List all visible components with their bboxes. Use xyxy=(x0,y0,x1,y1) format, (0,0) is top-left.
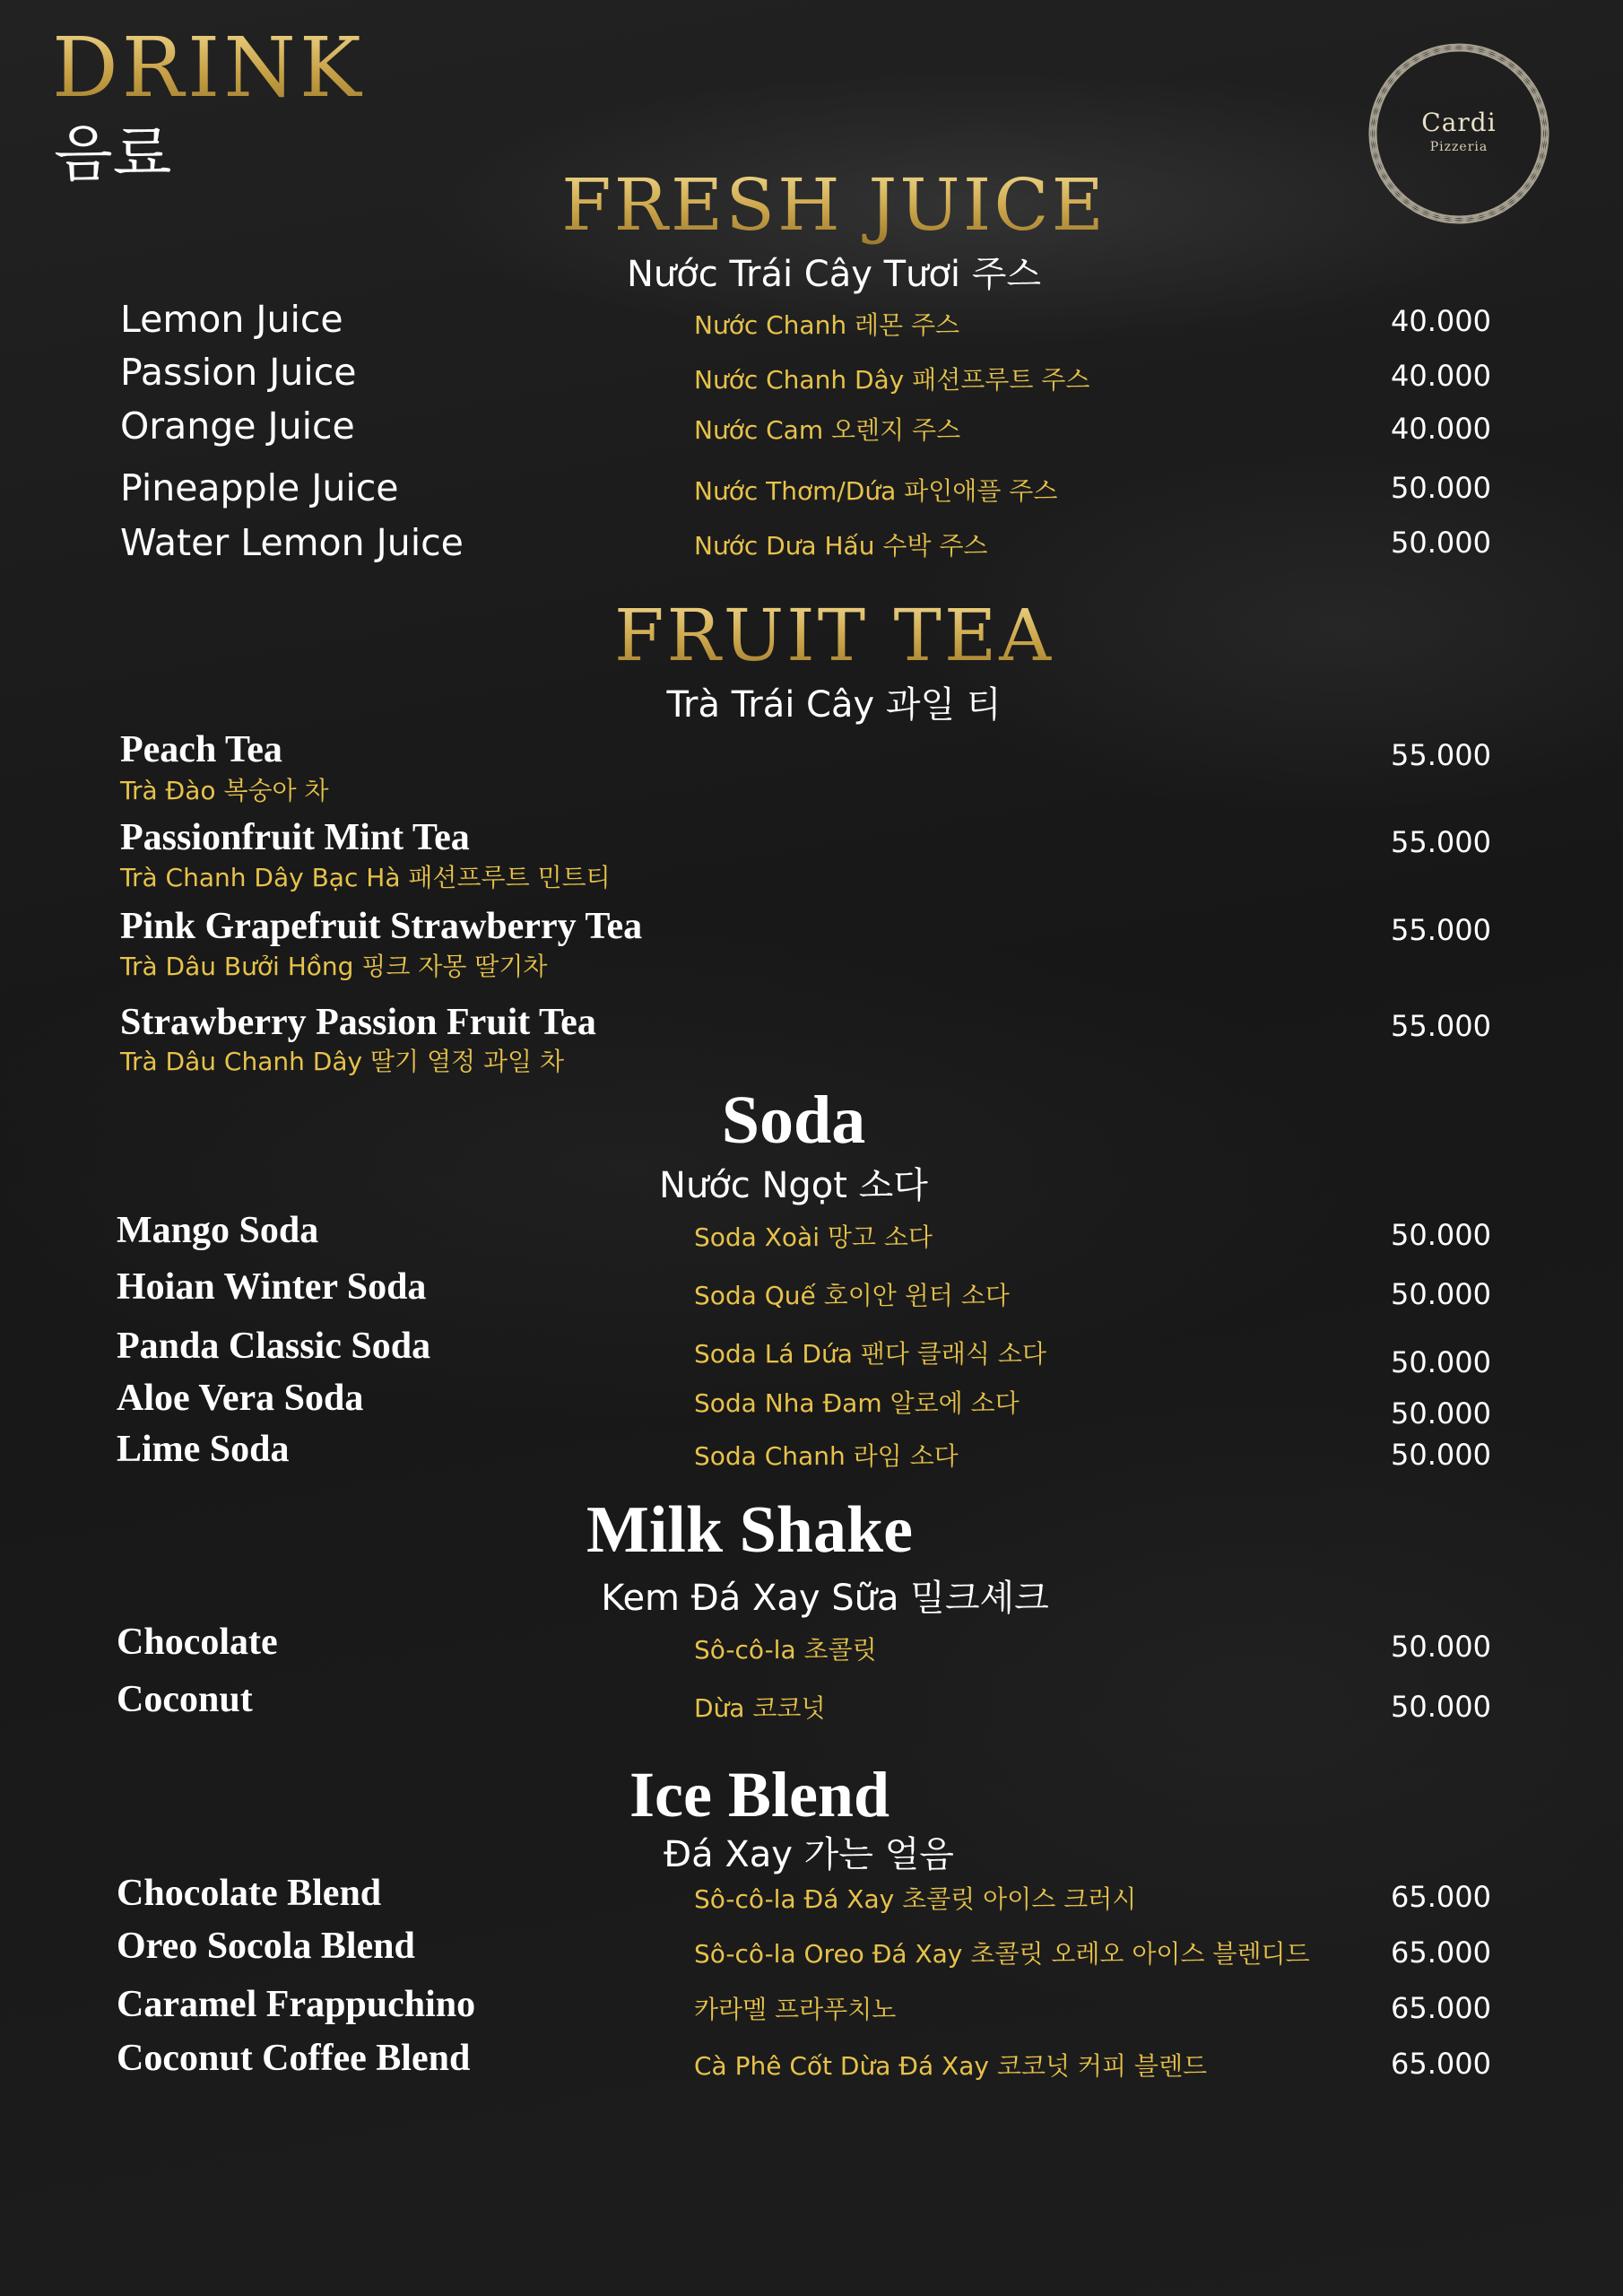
page-subtitle: 음료 xyxy=(54,119,172,190)
menu-item-translation: 카라멜 프라푸치노 xyxy=(694,1995,897,2024)
menu-item-translation: Trà Dâu Bưởi Hồng 핑크 자몽 딸기차 xyxy=(120,952,548,981)
menu-item-translation: Soda Lá Dứa 팬다 클래식 소다 xyxy=(694,1339,1046,1369)
menu-item-price: 65.000 xyxy=(1391,1991,1491,2025)
menu-item-price: 50.000 xyxy=(1391,1396,1491,1431)
logo-name: Cardi xyxy=(1421,108,1497,137)
menu-item-price: 40.000 xyxy=(1391,304,1491,338)
menu-item-translation: Soda Nha Đam 알로에 소다 xyxy=(694,1388,1020,1418)
menu-item-translation: Soda Quế 호이안 윈터 소다 xyxy=(694,1281,1010,1310)
menu-item-price: 50.000 xyxy=(1391,471,1491,505)
menu-item-price: 50.000 xyxy=(1391,526,1491,560)
menu-item-price: 55.000 xyxy=(1391,738,1491,772)
menu-item-price: 50.000 xyxy=(1391,1277,1491,1311)
menu-item-price: 65.000 xyxy=(1391,1935,1491,1970)
menu-item-name: Chocolate xyxy=(117,1622,278,1663)
section-subtitle-soda: Nước Ngọt 소다 xyxy=(659,1165,928,1206)
menu-item-name: Peach Tea xyxy=(120,729,282,770)
menu-item-translation: Sô-cô-la Đá Xay 초콜릿 아이스 크러시 xyxy=(694,1884,1137,1914)
menu-item-name: Oreo Socola Blend xyxy=(117,1926,415,1967)
menu-item-name: Caramel Frappuchino xyxy=(117,1984,476,2025)
menu-item-name: Lemon Juice xyxy=(120,298,343,341)
menu-item-name: Pineapple Juice xyxy=(120,466,399,509)
section-title-soda: Soda xyxy=(721,1083,866,1158)
menu-item-translation: Sô-cô-la 초콜릿 xyxy=(694,1635,877,1665)
menu-item-price: 55.000 xyxy=(1391,913,1491,947)
menu-item-name: Passion Juice xyxy=(120,351,357,394)
menu-item-translation: Dừa 코코넛 xyxy=(694,1693,826,1723)
menu-item-price: 40.000 xyxy=(1391,412,1491,446)
menu-item-translation: Nước Dưa Hấu 수박 주스 xyxy=(694,531,988,561)
menu-item-price: 50.000 xyxy=(1391,1630,1491,1664)
menu-item-name: Pink Grapefruit Strawberry Tea xyxy=(120,906,643,947)
menu-item-translation: Trà Chanh Dây Bạc Hà 패션프루트 민트티 xyxy=(120,863,611,892)
menu-item-price: 55.000 xyxy=(1391,1009,1491,1043)
menu-item-price: 50.000 xyxy=(1391,1690,1491,1724)
restaurant-logo xyxy=(1365,39,1553,228)
menu-item-translation: Sô-cô-la Oreo Đá Xay 초콜릿 오레오 아이스 블렌디드 xyxy=(694,1939,1310,1969)
menu-item-name: Coconut xyxy=(117,1679,253,1720)
section-title-milk-shake: Milk Shake xyxy=(586,1493,913,1567)
logo-subtitle: Pizzeria xyxy=(1429,140,1488,154)
menu-item-translation: Nước Thơm/Dứa 파인애플 주스 xyxy=(694,476,1058,506)
menu-item-translation: Nước Chanh Dây 패션프루트 주스 xyxy=(694,365,1090,395)
menu-item-translation: Cà Phê Cốt Dừa Đá Xay 코코넛 커피 블렌드 xyxy=(694,2051,1208,2081)
section-subtitle-milk-shake: Kem Đá Xay Sữa 밀크셰크 xyxy=(601,1578,1049,1619)
menu-item-name: Aloe Vera Soda xyxy=(117,1378,364,1419)
section-subtitle-ice-blend: Đá Xay 가는 얼음 xyxy=(664,1834,954,1875)
section-subtitle-fresh-juice: Nước Trái Cây Tươi 주스 xyxy=(627,254,1041,295)
menu-item-name: Mango Soda xyxy=(117,1210,319,1251)
menu-item-translation: Soda Chanh 라임 소다 xyxy=(694,1441,959,1471)
section-title-fruit-tea: FRUIT TEA xyxy=(363,594,1305,677)
menu-item-name: Lime Soda xyxy=(117,1429,290,1470)
menu-item-price: 50.000 xyxy=(1391,1218,1491,1252)
menu-item-name: Strawberry Passion Fruit Tea xyxy=(120,1002,596,1043)
menu-item-price: 65.000 xyxy=(1391,1880,1491,1914)
menu-item-name: Passionfruit Mint Tea xyxy=(120,817,470,858)
menu-item-price: 50.000 xyxy=(1391,1438,1491,1472)
menu-item-name: Hoian Winter Soda xyxy=(117,1266,427,1308)
section-title-fresh-juice: FRESH JUICE xyxy=(363,163,1305,247)
menu-item-price: 40.000 xyxy=(1391,359,1491,393)
section-title-ice-blend: Ice Blend xyxy=(629,1759,890,1831)
menu-item-price: 50.000 xyxy=(1391,1345,1491,1379)
menu-item-name: Coconut Coffee Blend xyxy=(117,2038,471,2079)
menu-item-translation: Soda Xoài 망고 소다 xyxy=(694,1222,933,1252)
menu-item-price: 55.000 xyxy=(1391,825,1491,859)
menu-item-translation: Nước Chanh 레몬 주스 xyxy=(694,310,960,340)
page-title: DRINK xyxy=(52,20,365,116)
menu-item-price: 65.000 xyxy=(1391,2047,1491,2081)
menu-item-name: Water Lemon Juice xyxy=(120,521,464,564)
menu-item-translation: Trà Đào 복숭아 차 xyxy=(120,776,329,805)
menu-item-name: Chocolate Blend xyxy=(117,1873,382,1914)
section-subtitle-fruit-tea: Trà Trái Cây 과일 티 xyxy=(666,684,1002,726)
menu-item-translation: Nước Cam 오렌지 주스 xyxy=(694,415,961,445)
menu-item-name: Panda Classic Soda xyxy=(117,1326,431,1367)
menu-item-name: Orange Juice xyxy=(120,404,355,448)
menu-item-translation: Trà Dâu Chanh Dây 딸기 열정 과일 차 xyxy=(120,1047,564,1076)
